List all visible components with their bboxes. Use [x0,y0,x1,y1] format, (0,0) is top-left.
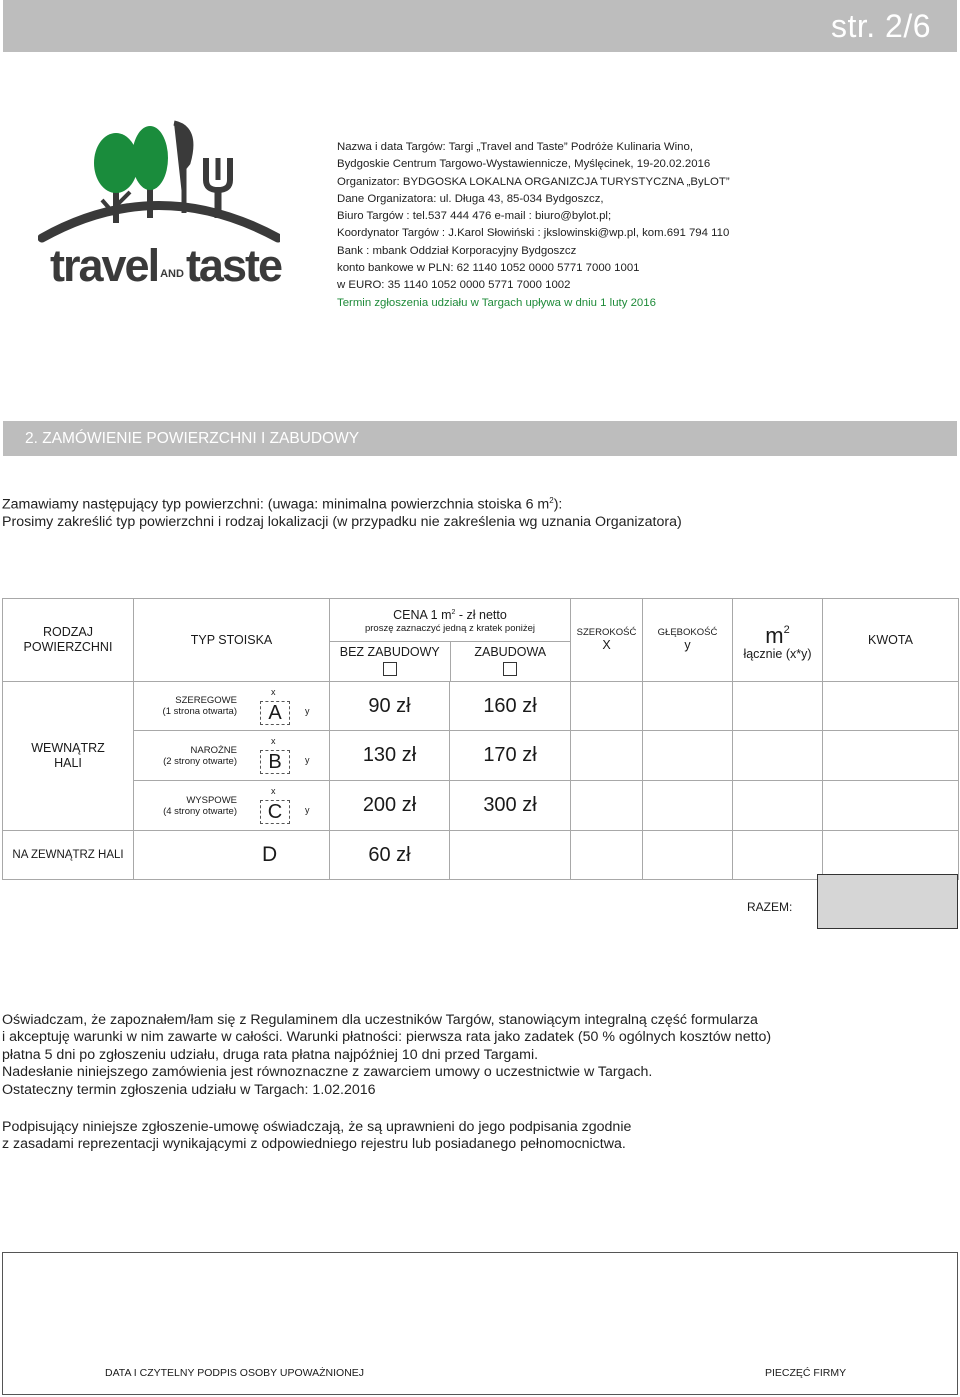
stand-type-sides: (4 strony otwarte) [163,805,237,817]
area-input-cell[interactable] [733,682,823,731]
stand-x-mark: x [271,687,276,698]
table-row [3,682,959,731]
table-row [3,731,959,781]
zabudowa-checkbox[interactable] [503,662,517,676]
price-outside: 60 zł [330,831,450,880]
header-m2-sub: łącznie (x*y) [743,646,812,661]
stand-type-desc [142,682,237,730]
info-line: Bydgoskie Centrum Targowo-Wystawiennicze, Myślęcinek, 19-20.02.2016 [337,158,711,171]
info-line: Biuro Targów : tel.537 444 476 e-mail : biuro@bylot.pl; [337,210,612,223]
header-m2 [733,599,823,682]
option-zabudowa [450,641,571,681]
amount-input-cell[interactable] [823,831,959,880]
cena-sup: 2 [451,609,456,616]
intro-line-2: Prosimy zakreślić typ powierzchni i rodzaj lokalizacji (w przypadku nie zakreślenia wg uznania Organizatora) [2,514,682,531]
declaration-text [2,1012,771,1099]
inside-hall-label [3,682,134,831]
width-input-cell[interactable] [571,682,643,731]
inside-label-line2: HALI [54,756,82,771]
stand-type-b[interactable] [134,731,330,781]
price-bez-zabudowy: 90 zł [330,682,450,731]
depth-input-cell[interactable] [643,781,733,831]
header-rodzaj [3,599,134,682]
depth-input-cell[interactable] [643,682,733,731]
info-line: Organizator: BYDGOSKA LOKALNA ORGANIZCJA TURYSTYCZNA „ByLOT” [337,175,730,188]
info-line: konto bankowe w PLN: 62 1140 1052 0000 5771 7000 1001 [337,262,640,275]
stand-y-mark: y [305,755,310,766]
stand-letter: D [262,843,278,867]
depth-input-cell[interactable] [643,731,733,781]
cena-text-end: - zł netto [455,608,507,623]
price-bez-zabudowy: 130 zł [330,731,450,781]
info-line: w EURO: 35 1140 1052 0000 5771 7000 1002 [337,279,571,292]
option-bez-zabudowy [330,641,450,681]
amount-input-cell[interactable] [823,781,959,831]
header-glebokosc [643,599,733,682]
header-cena-note: proszę zaznaczyć jedną z kratek poniżej [364,623,536,635]
total-field[interactable] [817,874,958,929]
stand-letter-box[interactable]: B [260,750,290,774]
stand-type-name: WYSPOWE [186,794,237,806]
outside-hall-label: NA ZEWNĄTRZ HALI [3,831,134,880]
stand-type-name: SZEREGOWE [175,695,237,707]
header-szerokosc-label: SZEROKOŚĆ [576,627,637,639]
cena-text: CENA 1 m [393,608,452,623]
stand-y-mark: y [305,805,310,816]
header-cena [330,599,571,682]
stand-y-mark: y [305,706,310,717]
stand-type-name: NAROŻNE [190,744,237,756]
header-szerokosc-symbol: X [602,638,611,653]
signing-authority-text [2,1119,631,1154]
header-rodzaj-line2: POWIERZCHNI [23,640,113,655]
header-m2-unit [733,619,822,647]
price-zabudowa: 160 zł [450,682,571,731]
signing-line: z zasadami reprezentacji wynikającymi z odpowiedniego rejestru lub posiadanego pełnomocnictwa. [2,1136,626,1153]
declaration-line: Nadesłanie niniejszego zamówienia jest równoznaczne z zawarciem umowy o uczestnictwie w Targach. [2,1064,653,1081]
stand-type-d[interactable] [134,831,330,880]
stand-type-sides: (2 strony otwarte) [163,755,237,767]
stand-x-mark: x [271,786,276,797]
logo-word-travel: travel [50,240,159,291]
table-row-outside [3,831,959,880]
total-label: RAZEM: [747,900,793,914]
stand-type-sides: (1 strona otwarta) [162,706,237,718]
stand-x-mark: x [271,736,276,747]
fair-info-block [337,139,730,312]
intro-line-1 [2,492,682,514]
amount-input-cell[interactable] [823,682,959,731]
declaration-line: płatna 5 dni po zgłoszeniu udziału, druga rata płatna najpóźniej 10 dni przed Targami. [2,1046,539,1063]
price-zabudowa: 300 zł [450,781,571,831]
m2-sup: 2 [783,623,790,636]
signature-label: DATA I CZYTELNY PODPIS OSOBY UPOWAŻNIONEJ [105,1367,365,1379]
page-header-bar [3,0,957,52]
intro-text-end: ): [553,496,563,513]
m2-text: m [765,622,784,648]
declaration-line: Ostateczny termin zgłoszenia udziału w Targach: 1.02.2016 [2,1081,376,1098]
company-stamp-label: PIECZĘĆ FIRMY [765,1367,847,1379]
header-cena-title [330,605,570,623]
page-number: str. 2/6 [830,8,931,44]
stand-type-desc [142,731,237,780]
logo-word-and: AND [160,268,184,280]
header-glebokosc-label: GŁĘBOKOŚĆ [657,627,718,639]
intro-sup: 2 [549,496,554,505]
info-line: Nazwa i data Targów: Targi „Travel and Taste” Podróże Kulinaria Wino, [337,141,694,153]
width-input-cell[interactable] [571,831,643,880]
stand-letter-box[interactable]: A [260,701,290,725]
stand-letter-box[interactable]: C [260,800,290,824]
header-kwota: KWOTA [823,599,959,682]
amount-input-cell[interactable] [823,731,959,781]
deadline-notice: Termin zgłoszenia udziału w Targach upływa w dniu 1 luty 2016 [337,296,656,309]
table-row [3,781,959,831]
section-title: 2. ZAMÓWIENIE POWIERZCHNI I ZABUDOWY [25,430,360,447]
info-line: Koordynator Targów : J.Karol Słowiński : jkslowinski@wp.pl, kom.691 794 110 [337,227,730,240]
declaration-line: i akceptuję warunki w nim zawarte w całości. Warunki płatności: pierwsza rata jako zadatek (50 % ogólnych kosztów netto) [2,1029,772,1046]
info-line: Bank : mbank Oddział Korporacyjny Bydgoszcz [337,244,577,257]
price-zabudowa: 170 zł [450,731,571,781]
width-input-cell[interactable] [571,781,643,831]
table-header-row [3,599,959,682]
width-input-cell[interactable] [571,731,643,781]
area-input-cell[interactable] [733,731,823,781]
bez-zabudowy-checkbox[interactable] [383,662,397,676]
option-bez-zabudowy-label: BEZ ZABUDOWY [339,645,440,660]
stand-type-desc [142,781,237,830]
cena-options [330,641,570,681]
header-glebokosc-symbol: y [684,638,691,653]
option-zabudowa-label: ZABUDOWA [474,645,547,660]
area-input-cell[interactable] [733,781,823,831]
declaration-line: Oświadczam, że zapoznałem/łam się z Regulaminem dla uczestników Targów, stanowiącym integralną część formularza [2,1012,758,1028]
info-line: Dane Organizatora: ul. Długa 43, 85-034 Bydgoszcz, [337,192,604,205]
logo-wordmark [50,240,281,292]
logo-word-taste: taste [185,240,281,291]
area-input-cell[interactable] [733,831,823,880]
header-rodzaj-line1: RODZAJ [43,625,93,640]
order-table [2,598,959,880]
depth-input-cell[interactable] [643,831,733,880]
empty-cell [450,831,571,880]
header-typ: TYP STOISKA [134,599,330,682]
stand-type-c[interactable] [134,781,330,831]
header-szerokosc [571,599,643,682]
inside-label-line1: WEWNĄTRZ [31,741,105,756]
section-header-bar [3,421,957,456]
signing-line: Podpisujący niniejsze zgłoszenie-umowę oświadczają, że są uprawnieni do jego podpisania zgodnie [2,1119,632,1135]
price-bez-zabudowy: 200 zł [330,781,450,831]
stand-type-a[interactable] [134,682,330,731]
intro-text: Zamawiamy następujący typ powierzchni: (uwaga: minimalna powierzchnia stoiska 6 m [2,496,550,513]
order-intro [2,492,682,532]
